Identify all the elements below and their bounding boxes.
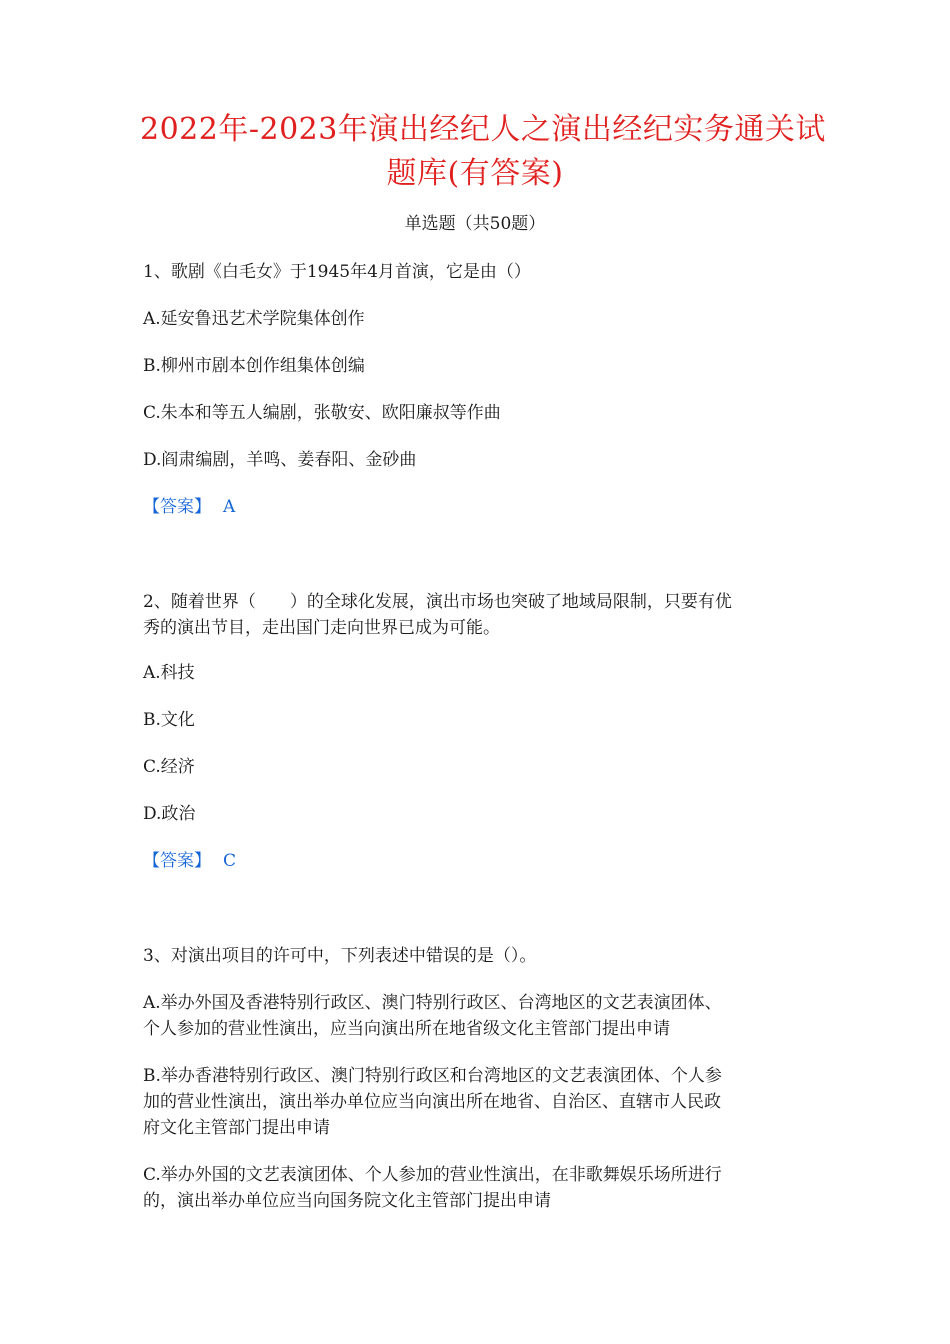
question-3-option-a-line-2: 个人参加的营业性演出，应当向演出所在地省级文化主管部门提出申请 [143, 1019, 670, 1039]
question-3-stem: 3、对演出项目的许可中，下列表述中错误的是（）。 [143, 946, 537, 966]
question-1-option-b: B.柳州市剧本创作组集体创编 [143, 356, 365, 376]
question-3-option-c-line-1: C.举办外国的文艺表演团体、个人参加的营业性演出，在非歌舞娱乐场所进行 [143, 1165, 722, 1185]
document-title [140, 108, 826, 196]
question-3-option-a-line-1: A.举办外国及香港特别行政区、澳门特别行政区、台湾地区的文艺表演团体、 [143, 993, 722, 1013]
question-2-option-c: C.经济 [143, 757, 195, 777]
question-3-option-c-line-2: 的，演出举办单位应当向国务院文化主管部门提出申请 [143, 1191, 551, 1211]
question-1-option-a: A.延安鲁迅艺术学院集体创作 [143, 309, 365, 329]
question-3-option-b-line-3: 府文化主管部门提出申请 [143, 1118, 330, 1138]
question-2-stem-line-2: 秀的演出节目，走出国门走向世界已成为可能。 [143, 618, 500, 638]
question-2-stem-line-1: 2、随着世界（ ）的全球化发展，演出市场也突破了地域局限制，只要有优 [143, 592, 732, 612]
question-2-option-a: A.科技 [143, 663, 195, 683]
question-1-option-c: C.朱本和等五人编剧，张敬安、欧阳廉叔等作曲 [143, 403, 501, 423]
title-line-2: 题库(有答案) [386, 156, 564, 191]
answer-value: C [223, 851, 237, 871]
title-line-1: 2022年-2023年演出经纪人之演出经纪实务通关试 [140, 112, 826, 147]
question-2-option-d: D.政治 [143, 804, 196, 824]
question-1-option-d: D.阎肃编剧，羊鸣、姜春阳、金砂曲 [143, 450, 417, 470]
question-1-answer [143, 494, 813, 520]
question-2-option-b: B.文化 [143, 710, 195, 730]
question-3-option-b-line-1: B.举办香港特别行政区、澳门特别行政区和台湾地区的文艺表演团体、个人参 [143, 1066, 722, 1086]
answer-value: A [223, 497, 236, 517]
section-heading: 单选题（共50题） [404, 214, 546, 234]
answer-label: 【答案】 [143, 497, 211, 517]
question-3-option-b-line-2: 加的营业性演出，演出举办单位应当向演出所在地省、自治区、直辖市人民政 [143, 1092, 721, 1112]
question-1-stem: 1、歌剧《白毛女》于1945年4月首演，它是由（） [143, 262, 531, 282]
answer-label: 【答案】 [143, 851, 211, 871]
question-2-answer [143, 848, 813, 874]
